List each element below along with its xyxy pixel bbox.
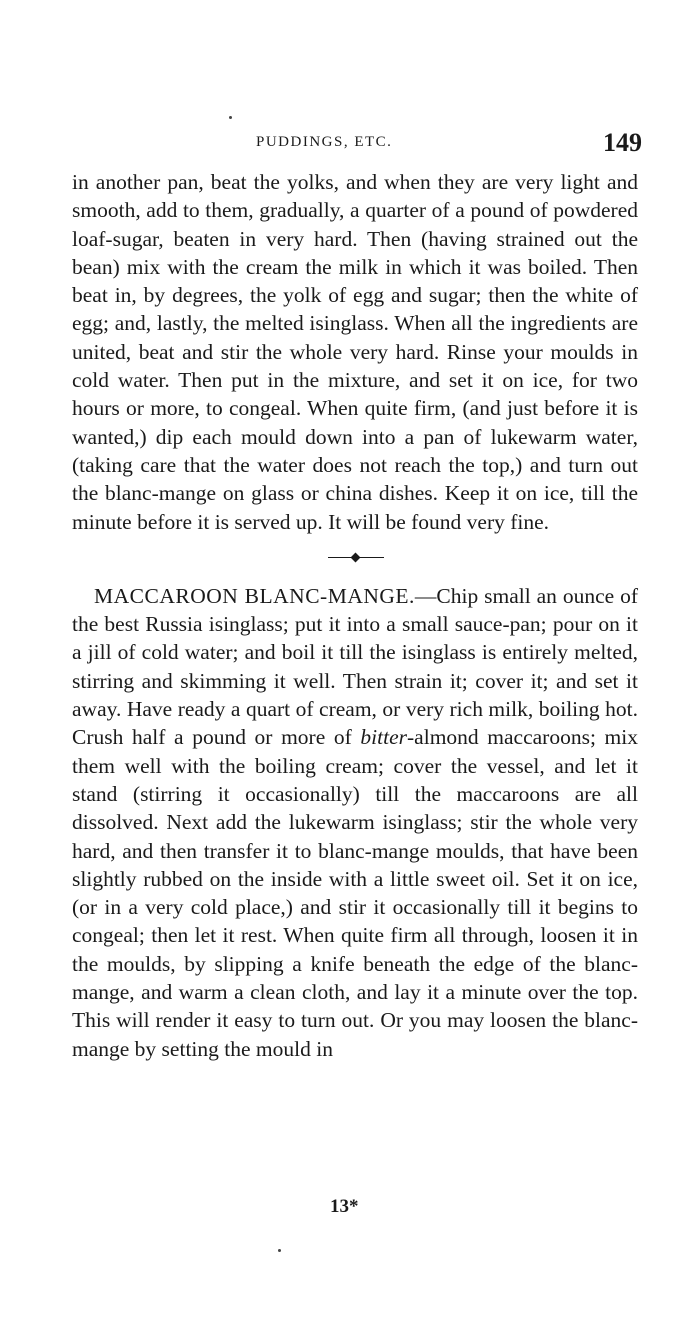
page-number: 149 bbox=[603, 128, 642, 157]
recipe-text-part-2: -almond maccaroons; mix them well with the boiling cream; cover the vessel, and let it stand (stirring it occasionally) till the maccaroons are all dissolved. Next add the lukewarm isinglass; stir the whole very hard, and then transfer it to blanc-mange moulds, that have been slightly rubbed on the inside with a little sweet oil. Set it on ice, (or in a very cold place,) and stir it occasionally till it begins to congeal; then let it rest. When quite firm all through, loosen it in the moulds, by slipping a knife beneath the edge of the blanc-mange, and warm a clean cloth, and lay it a minute over the top. This will render it easy to turn out. Or you may loosen the blanc-mange by setting the mould in bbox=[72, 725, 638, 1061]
recipe-italic-word: bitter bbox=[360, 725, 408, 750]
ink-speck bbox=[229, 116, 232, 119]
body-text bbox=[72, 168, 638, 1063]
divider-ornament bbox=[351, 552, 361, 562]
recipe-title: MACCAROON BLANC-MANGE. bbox=[94, 583, 415, 608]
ink-speck bbox=[278, 1249, 281, 1252]
continued-paragraph: in another pan, beat the yolks, and when they are very light and smooth, add to them, gradually, a quarter of a pound of powdered loaf-sugar, beaten in very hard. Then (having strained out the bean) mix with the cream the milk in which it was boiled. Then beat in, by degrees, the yolk of egg and sugar; then the white of egg; and, lastly, the melted isinglass. When all the ingredients are united, beat and stir the whole very hard. Rinse your moulds in cold water. Then put in the mixture, and set it on ice, for two hours or more, to congeal. When quite firm, (and just before it is wanted,) dip each mould down into a pan of lukewarm water, (taking care that the water does not reach the top,) and turn out the blanc-mange on glass or china dishes. Keep it on ice, till the minute before it is served up. It will be found very fine. bbox=[72, 170, 638, 534]
signature-mark: 13* bbox=[330, 1196, 359, 1217]
page-header bbox=[70, 128, 642, 168]
recipe-text-part-1: —Chip small an ounce of the best Russia isinglass; put it into a small sauce-pan; pour on it a jill of cold water; and boil it till the isinglass is entirely melted, stirring and skimming it well. Then strain it; cover it; and set it away. Have ready a quart of cream, or very rich milk, boiling hot. Crush half a pound or more of bbox=[72, 583, 638, 750]
section-divider bbox=[72, 546, 638, 570]
recipe-paragraph bbox=[72, 582, 638, 1063]
running-head: PUDDINGS, ETC. bbox=[256, 134, 393, 150]
